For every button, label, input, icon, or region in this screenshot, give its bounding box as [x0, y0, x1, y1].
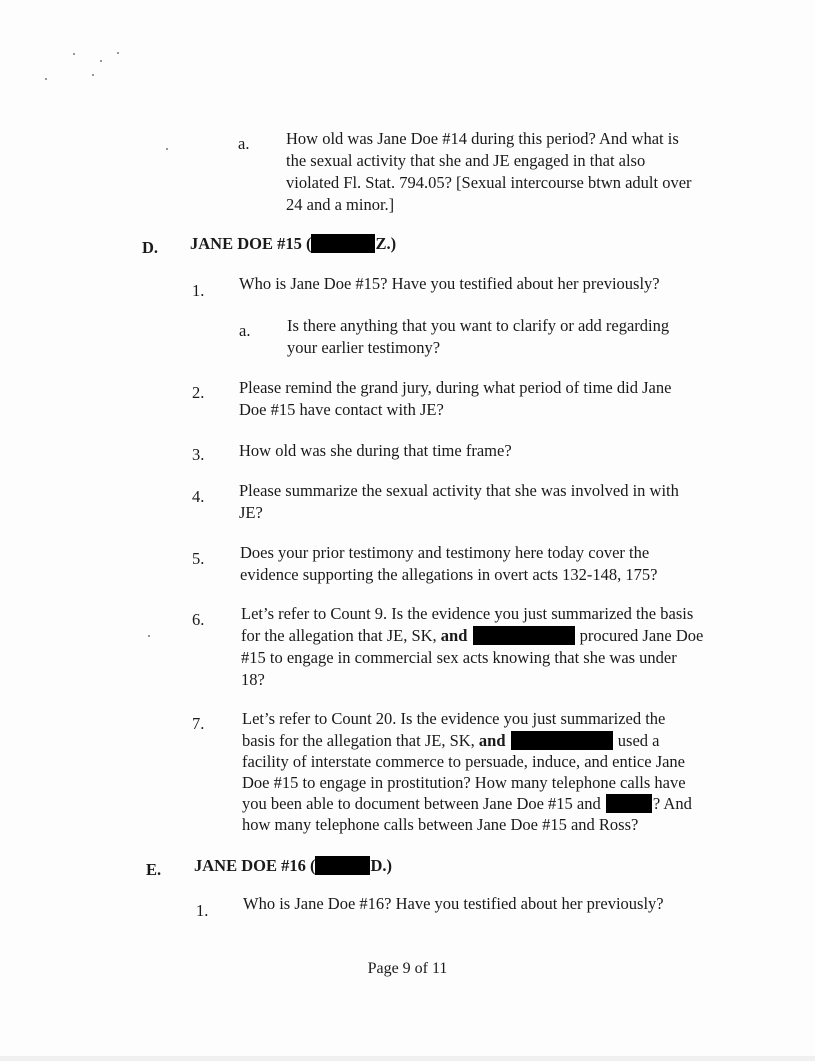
- item-text-line: evidence supporting the allegations in overt acts 132-148, 175?: [240, 565, 658, 584]
- text-run: ? And: [652, 794, 692, 813]
- item-text-line: 24 and a minor.]: [286, 195, 395, 214]
- section-heading: [194, 856, 392, 877]
- heading-text: D.): [370, 856, 393, 875]
- redaction-bar: [473, 626, 575, 645]
- scan-edge: [0, 1056, 815, 1061]
- item-marker: 1.: [192, 281, 205, 300]
- item-marker: 2.: [192, 383, 205, 402]
- bold-text: and: [478, 731, 506, 750]
- item-text-line: Doe #15 to engage in prostitution? How many telephone calls have: [242, 773, 686, 792]
- item-text-line: [241, 626, 703, 647]
- section-marker: D.: [142, 238, 159, 257]
- page-number: Page 9 of 11: [367, 960, 448, 977]
- bold-text: and: [440, 626, 468, 645]
- redaction-bar: [606, 794, 652, 813]
- section-heading: [190, 234, 396, 255]
- text-run: procured Jane Doe: [579, 626, 704, 645]
- heading-text: Z.): [375, 234, 397, 253]
- section-marker: E.: [146, 860, 162, 879]
- scan-speck: [73, 53, 75, 55]
- item-text-line: how many telephone calls between Jane Doe #15 and Ross?: [242, 815, 639, 834]
- item-marker: a.: [239, 321, 251, 340]
- item-text-line: the sexual activity that she and JE engaged in that also: [286, 151, 646, 170]
- item-marker: 7.: [192, 714, 205, 733]
- item-marker: 1.: [196, 901, 209, 920]
- item-text-line: [242, 794, 692, 815]
- item-text-line: facility of interstate commerce to persuade, induce, and entice Jane: [242, 752, 686, 771]
- item-text-line: How old was Jane Doe #14 during this period? And what is: [286, 129, 679, 148]
- scan-speck: [100, 60, 102, 62]
- item-text-line: Please remind the grand jury, during what period of time did Jane: [239, 378, 672, 397]
- item-text-line: Please summarize the sexual activity that she was involved in with: [239, 481, 679, 500]
- heading-text: JANE DOE #16 (: [194, 856, 316, 875]
- item-text-line: JE?: [239, 503, 263, 522]
- item-marker: 4.: [192, 487, 205, 506]
- item-text-line: #15 to engage in commercial sex acts knowing that she was under: [241, 648, 677, 667]
- redaction-bar: [511, 731, 613, 750]
- redaction-bar: [311, 234, 375, 253]
- item-marker: 3.: [192, 445, 205, 464]
- item-text-line: Who is Jane Doe #16? Have you testified about her previously?: [243, 894, 664, 913]
- item-marker: 6.: [192, 610, 205, 629]
- item-text-line: Let’s refer to Count 20. Is the evidence you just summarized the: [242, 709, 666, 728]
- item-text-line: [242, 731, 659, 752]
- redaction-bar: [315, 856, 370, 875]
- item-marker: a.: [238, 134, 250, 153]
- text-run: basis for the allegation that JE, SK,: [242, 731, 479, 750]
- text-run: used a: [617, 731, 660, 750]
- scan-speck: [148, 635, 150, 637]
- scan-speck: [92, 74, 94, 76]
- text-run: for the allegation that JE, SK,: [241, 626, 441, 645]
- item-text-line: Let’s refer to Count 9. Is the evidence you just summarized the basis: [241, 604, 694, 623]
- item-text-line: Who is Jane Doe #15? Have you testified about her previously?: [239, 274, 660, 293]
- item-text-line: Doe #15 have contact with JE?: [239, 400, 444, 419]
- scan-speck: [117, 52, 119, 54]
- item-text-line: your earlier testimony?: [287, 338, 441, 357]
- item-text-line: Is there anything that you want to clarify or add regarding: [287, 316, 670, 335]
- item-marker: 5.: [192, 549, 205, 568]
- item-text-line: 18?: [241, 670, 265, 689]
- item-text-line: violated Fl. Stat. 794.05? [Sexual intercourse btwn adult over: [286, 173, 692, 192]
- scan-speck: [45, 78, 47, 80]
- text-run: you been able to document between Jane Doe #15 and: [242, 794, 601, 813]
- item-text-line: How old was she during that time frame?: [239, 441, 512, 460]
- heading-text: JANE DOE #15 (: [190, 234, 312, 253]
- scan-speck: [166, 148, 168, 150]
- item-text-line: Does your prior testimony and testimony here today cover the: [240, 543, 650, 562]
